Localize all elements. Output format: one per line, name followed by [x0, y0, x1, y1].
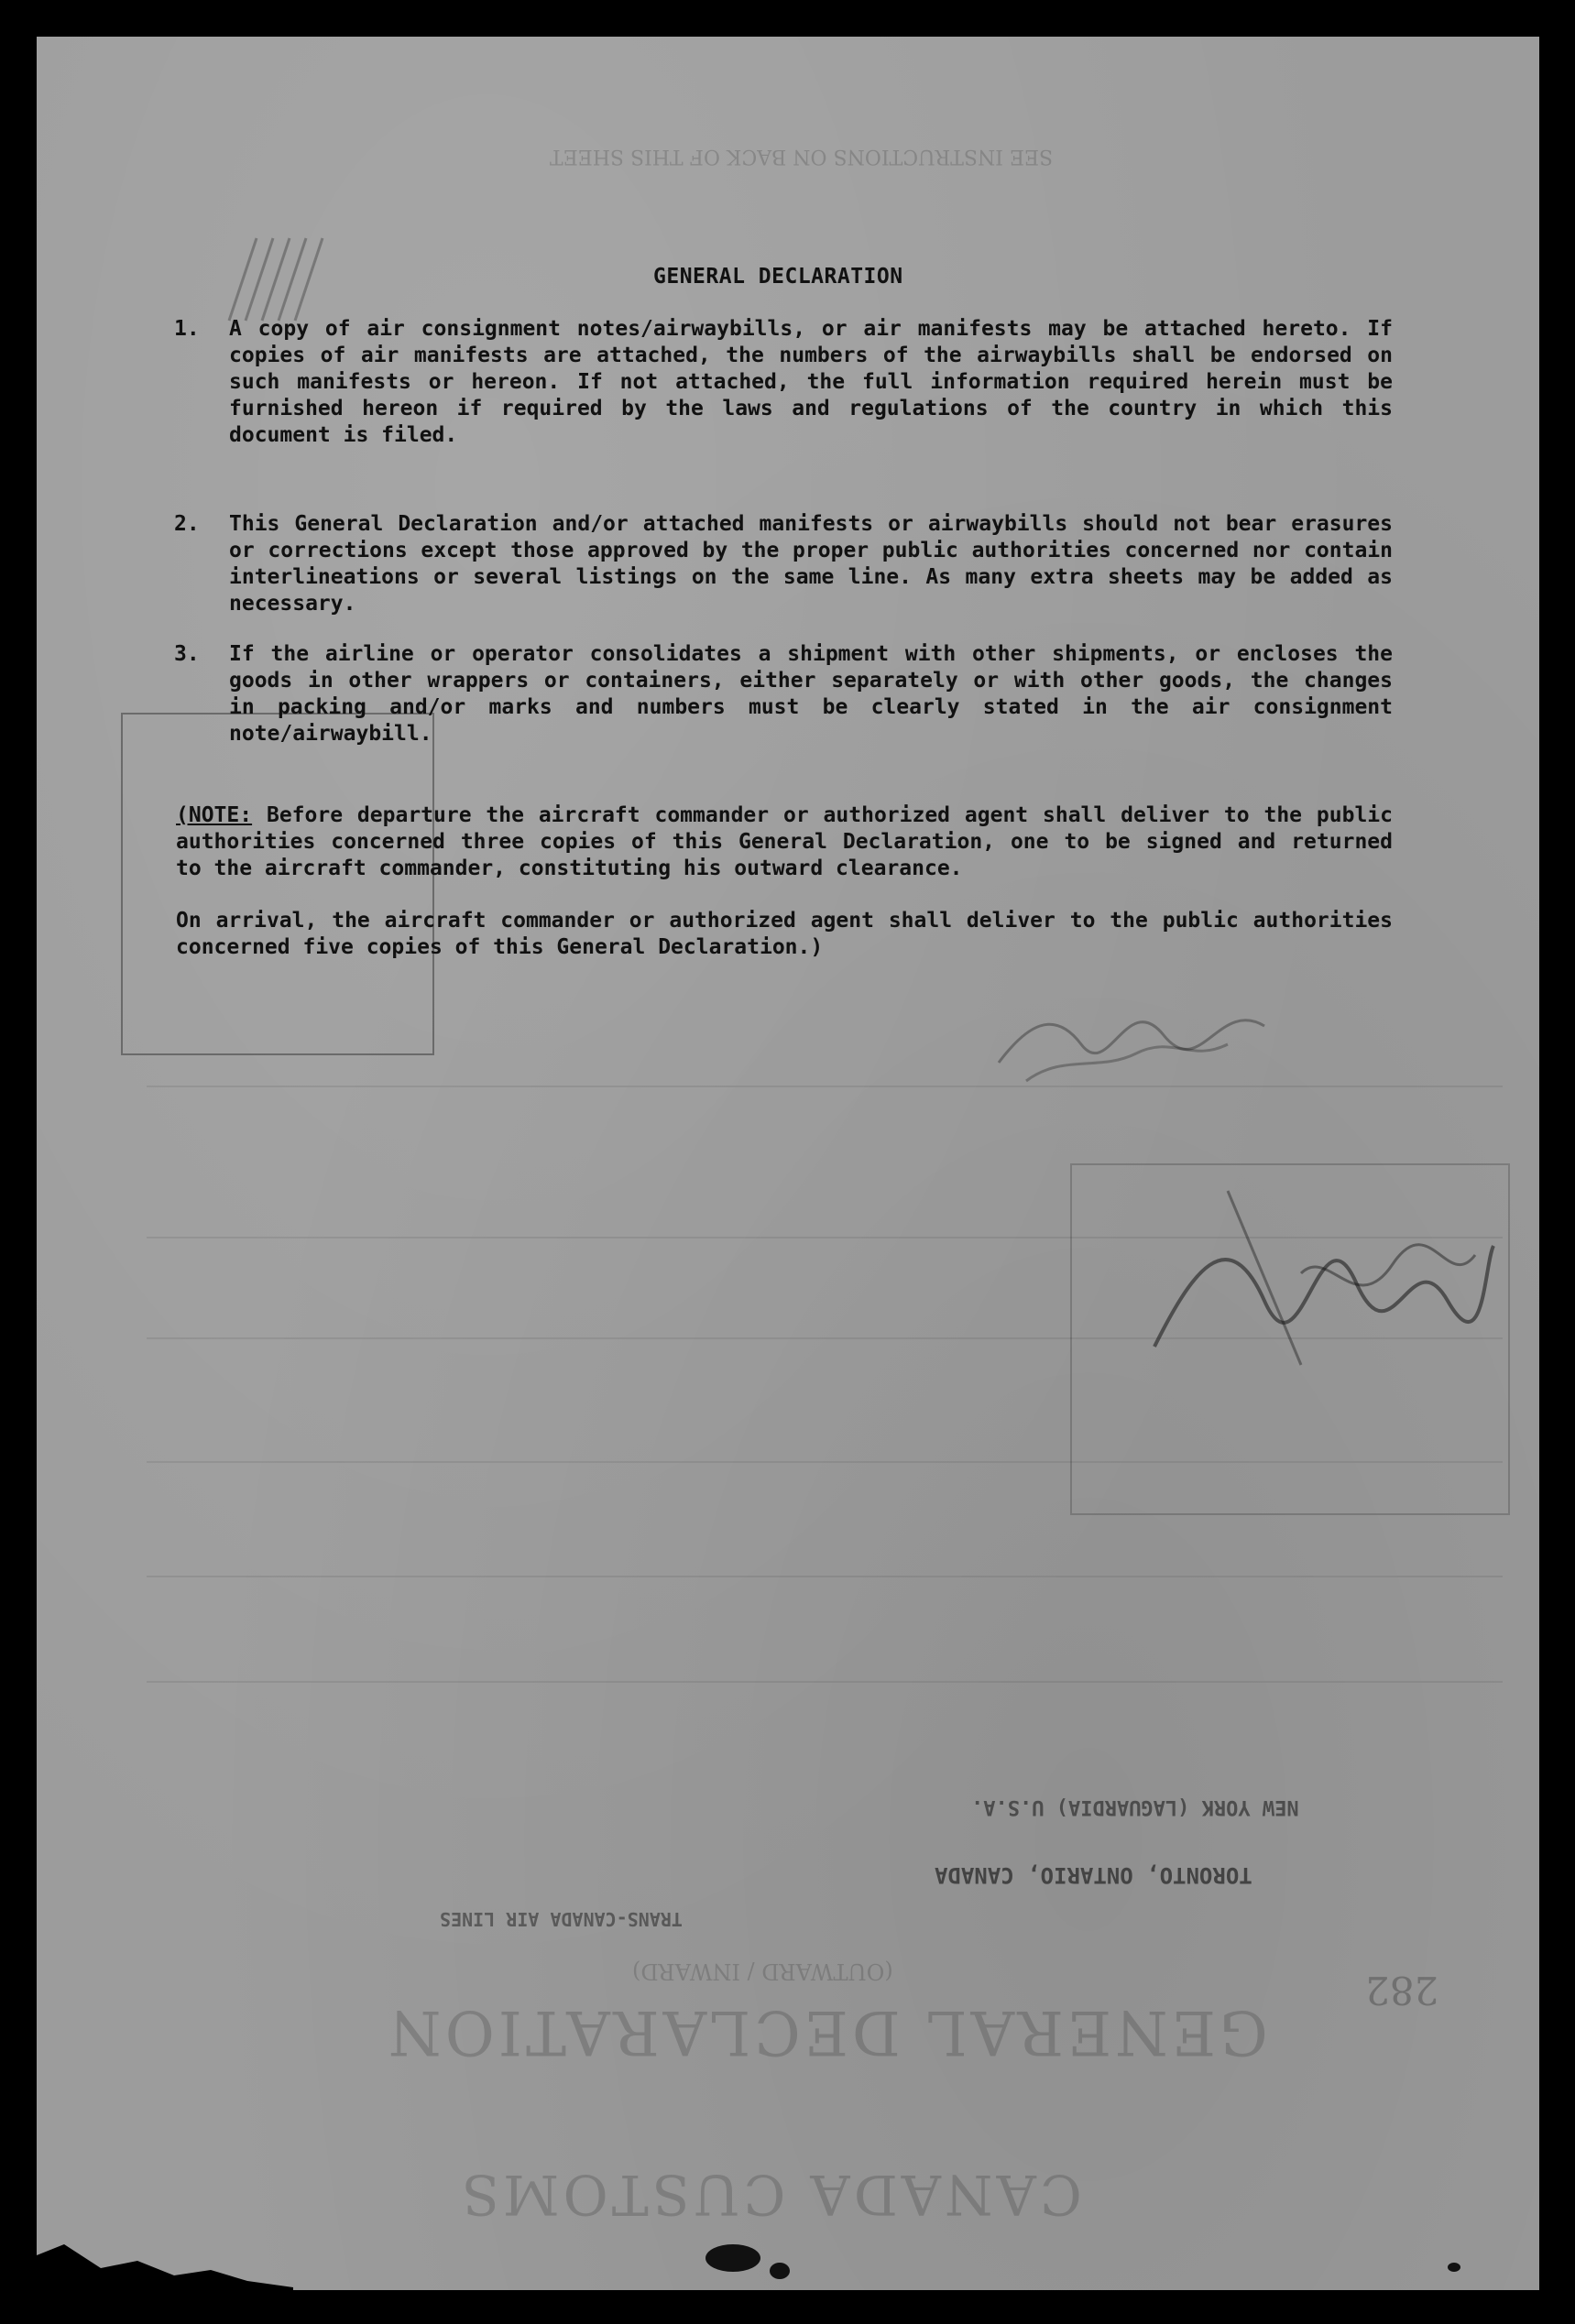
show-through-general-declaration: GENERAL DECLARATION	[385, 1997, 1268, 2068]
show-through-signature	[1118, 1163, 1503, 1374]
instruction-item-1	[174, 316, 1393, 453]
show-through-stamp-box	[121, 713, 434, 1055]
show-through-city-ca: TORONTO, ONTARIO, CANADA	[935, 1862, 1252, 1888]
item-text: If the airline or operator consolidates a shipment with other shipments, or encloses the goods in other wrappers or containers, either separately or with other goods, the changes in packing and/or marks and numbers must be clearly stated in the air consignment note/airwaybill.	[229, 642, 1393, 746]
show-through-canada-customs: CANADA CUSTOMS	[458, 2162, 1082, 2226]
item-text: This General Declaration and/or attached manifests or airwaybills should not bear erasures or corrections except those approved by the proper public authorities concerned nor contain interlineations or several listings on the same line. As many extra sheets may be added as necessary.	[229, 512, 1393, 616]
ghost-rule	[147, 1576, 1503, 1577]
instruction-item-3	[174, 641, 1393, 751]
item-number: 2.	[174, 512, 200, 536]
ghost-rule	[147, 1681, 1503, 1683]
ink-blot	[770, 2263, 790, 2279]
item-number: 3.	[174, 642, 200, 666]
ghost-rule	[147, 1086, 1503, 1087]
ink-blot	[1448, 2263, 1460, 2272]
note-label: (NOTE:	[176, 803, 253, 827]
show-through-instructions: SEE INSTRUCTIONS ON BACK OF THIS SHEET	[550, 145, 1054, 168]
note-paragraph	[176, 802, 1393, 882]
instruction-item-2	[174, 511, 1393, 621]
show-through-handwriting	[990, 971, 1292, 1090]
show-through-airline: TRANS-CANADA AIR LINES	[440, 1908, 683, 1930]
item-number: 1.	[174, 317, 200, 341]
ink-blot	[705, 2244, 760, 2272]
show-through-hatching	[220, 229, 357, 330]
document-page	[37, 37, 1539, 2290]
show-through-city-us: NEW YORK (LAGUARDIA) U.S.A.	[971, 1795, 1299, 1818]
arrival-paragraph: On arrival, the aircraft commander or authorized agent shall deliver to the public authorities concerned five copies of this General Declaration.)	[176, 909, 1393, 959]
item-text: A copy of air consignment notes/airwaybills, or air manifests may be attached hereto. If copies of air manifests are attached, the numbers of the airwaybills shall be endorsed on such manifests or hereon. If not attached, the full information required herein must be furnished hereon if required by the laws and regulations of the country in which this document is filed.	[229, 317, 1393, 447]
note-text: Before departure the aircraft commander or authorized agent shall deliver to the public authorities concerned three copies of this General Declaration, one to be signed and returned to the aircraft commander, constituting his outward clearance.	[176, 803, 1393, 880]
show-through-number: 282	[1365, 1968, 1439, 2013]
page-title: GENERAL DECLARATION	[653, 265, 903, 289]
show-through-outward: (OUTWARD / INWARD)	[632, 1958, 893, 1984]
torn-corner	[0, 2180, 293, 2324]
